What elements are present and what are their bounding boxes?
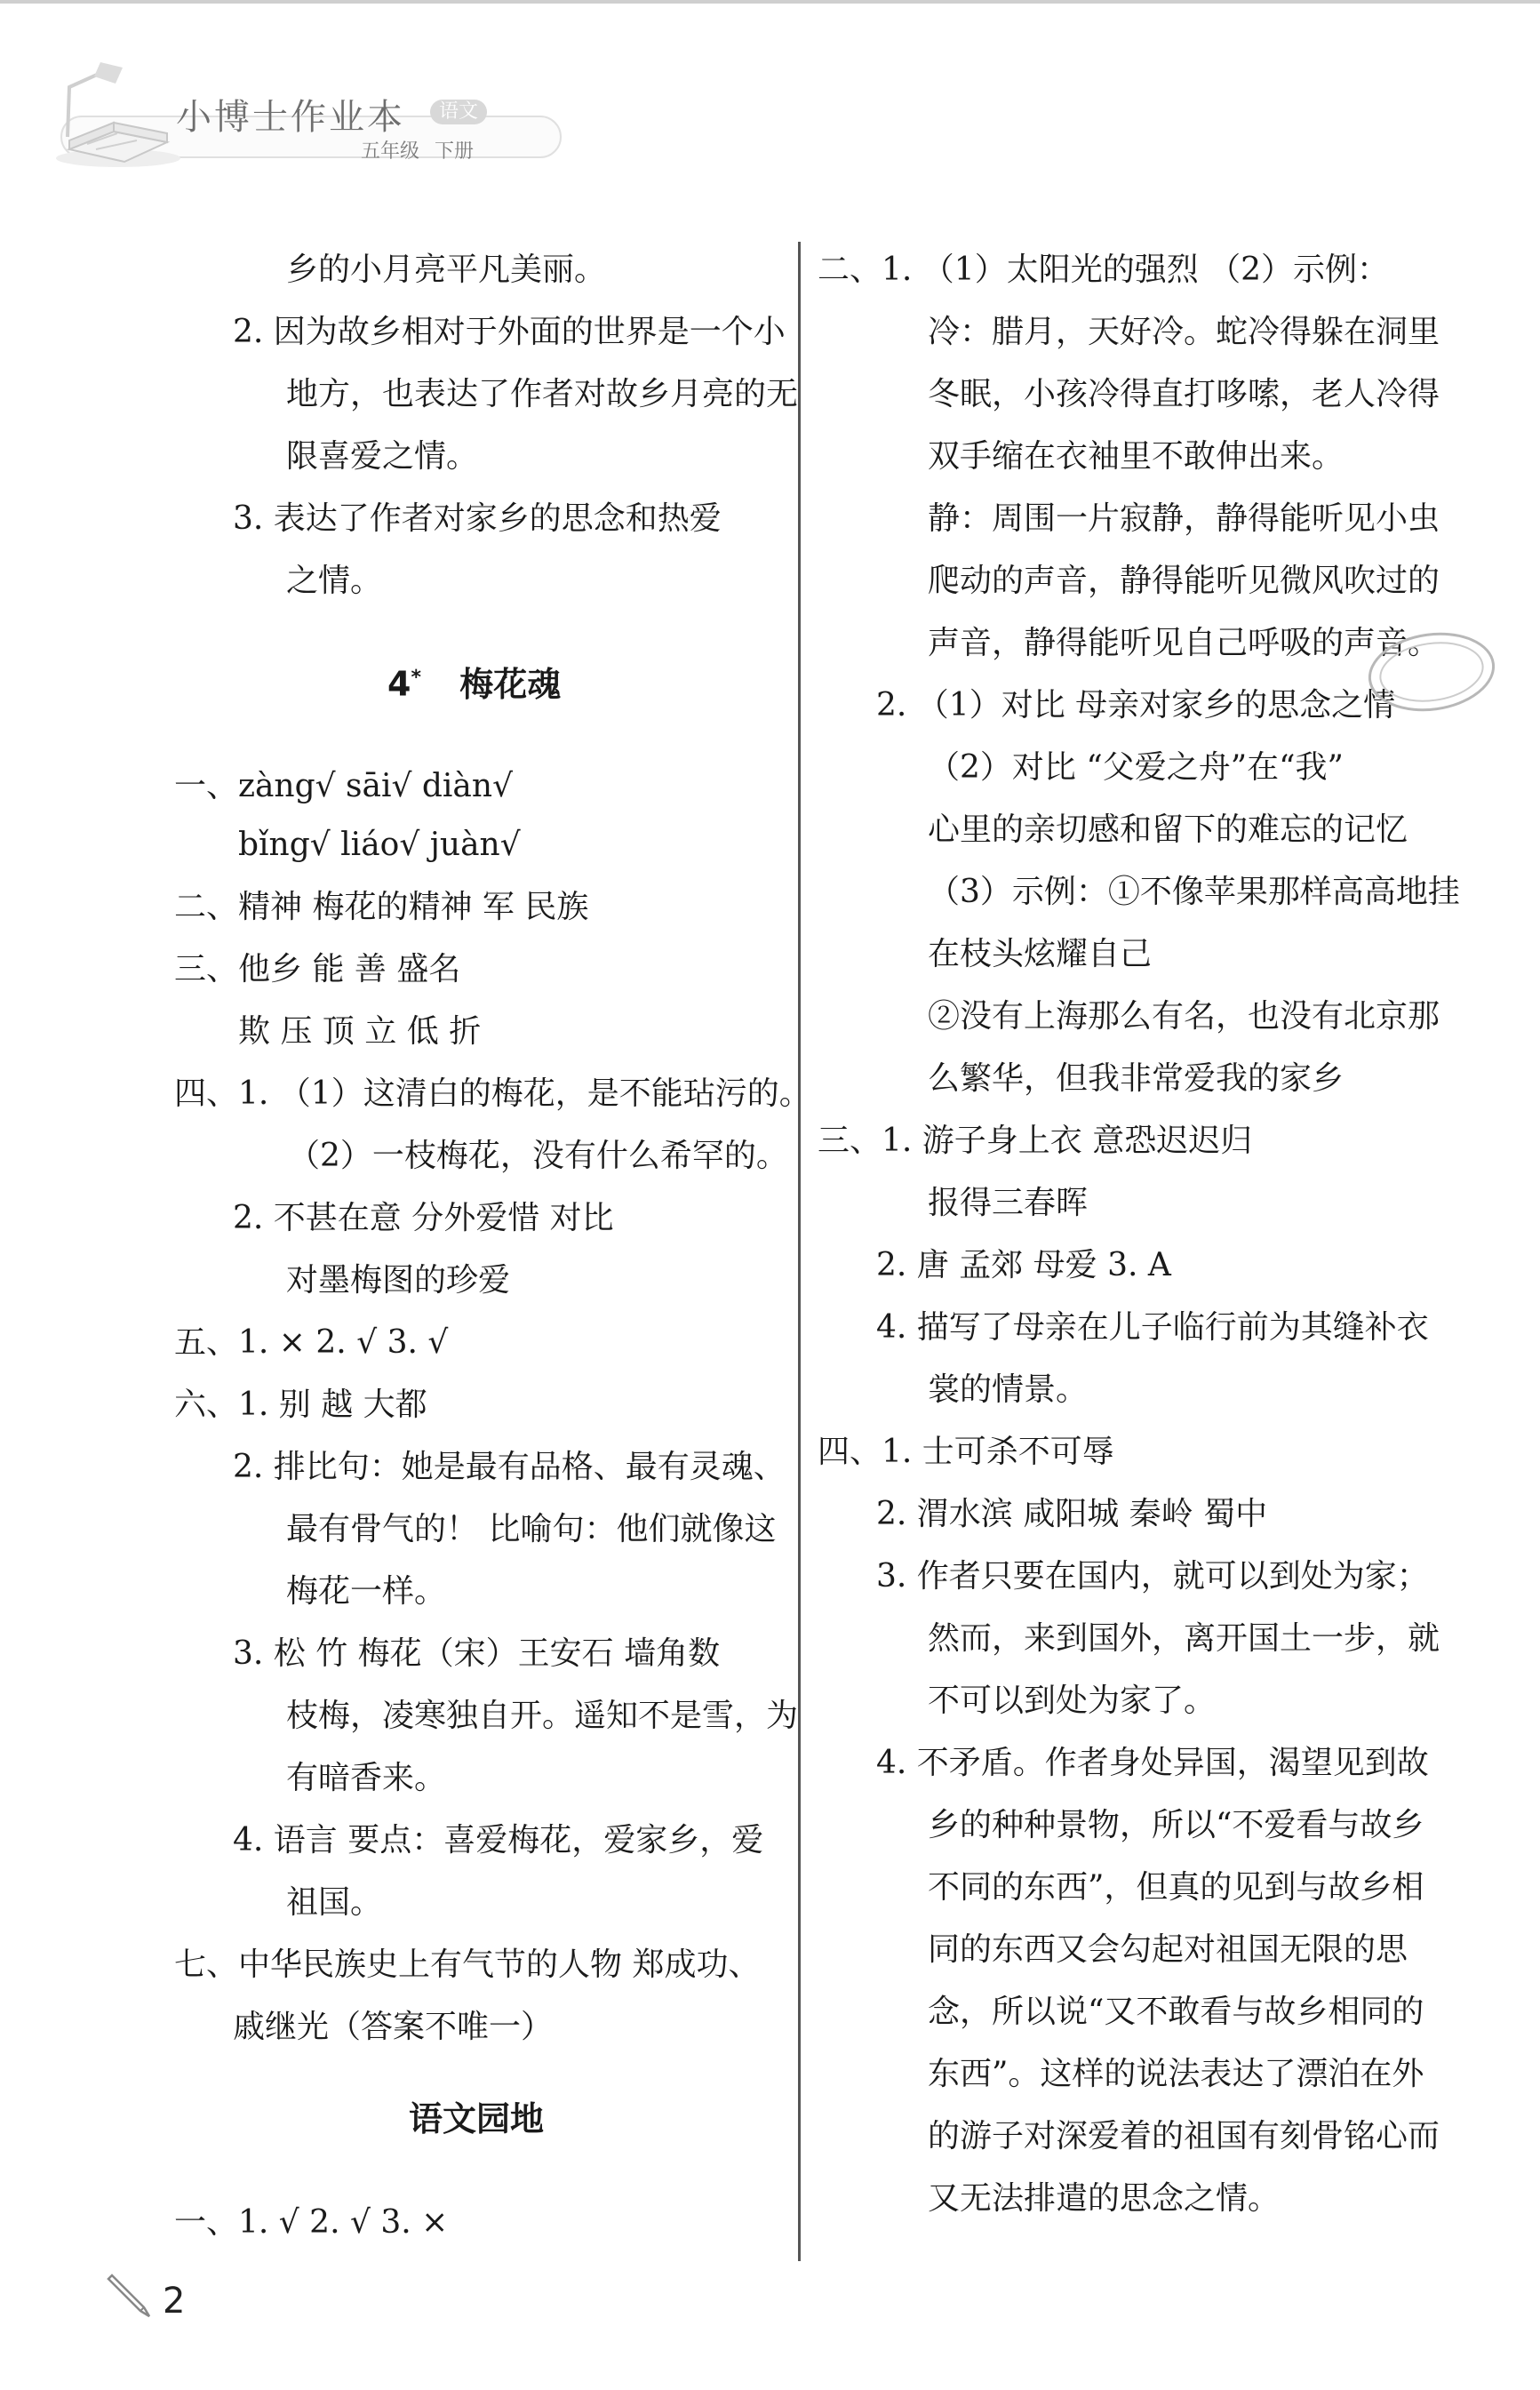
answer-line: 4. 不矛盾。作者身处异国，渴望见到故: [876, 1745, 1429, 1781]
answer-line: 静：周围一片寂静，静得能听见小虫: [928, 500, 1440, 537]
answer-line: 三、1. 游子身上衣 意恐迟迟归: [818, 1123, 1253, 1159]
section-heading-garden: 语文园地: [409, 2099, 545, 2138]
answer-line: ②没有上海那么有名，也没有北京那: [928, 998, 1440, 1035]
answer-line: 有暗香来。: [286, 1760, 447, 1796]
answer-line: 乡的小月亮平凡美丽。: [286, 252, 607, 288]
answer-line: 裳的情景。: [928, 1371, 1089, 1408]
pencil-icon: [105, 2268, 158, 2322]
book-header: [52, 52, 558, 176]
column-divider: [798, 242, 801, 2261]
answer-line: 冷：腊月，天好冷。蛇冷得躲在洞里: [928, 314, 1440, 350]
answer-line: 2. 排比句：她是最有品格、最有灵魂、: [233, 1449, 786, 1485]
stamp-seal-icon: [1365, 627, 1498, 716]
answer-line: 戚继光（答案不唯一）: [233, 2009, 554, 2045]
section-heading-4: [387, 654, 561, 708]
answer-line: 2. 不甚在意 分外爱惜 对比: [233, 1200, 614, 1236]
answer-line: 不可以到处为家了。: [928, 1683, 1217, 1719]
answer-line: （3）示例：①不像苹果那样高高地挂: [928, 874, 1460, 910]
answer-line: 2. 唐 孟郊 母爱 3. A: [876, 1247, 1171, 1283]
answer-line: bǐng√ liáo√ juàn√: [238, 827, 521, 863]
page-number: 2: [163, 2281, 186, 2322]
answer-line: 五、1. × 2. √ 3. √: [174, 1324, 449, 1361]
answer-line: 4. 描写了母亲在儿子临行前为其缝补衣: [876, 1309, 1429, 1346]
answer-line: 梅花一样。: [286, 1573, 447, 1610]
answer-line: 祖国。: [286, 1884, 383, 1921]
answer-line: 对墨梅图的珍爱: [286, 1262, 511, 1299]
answer-line: 爬动的声音，静得能听见微风吹过的: [928, 563, 1440, 599]
answer-line: 3. 作者只要在国内，就可以到处为家；: [876, 1558, 1429, 1595]
answer-line: 三、他乡 能 善 盛名: [174, 951, 461, 987]
top-edge-line: [0, 0, 1540, 4]
answer-line: 3. 松 竹 梅花（宋）王安石 墙角数: [233, 1635, 721, 1672]
answer-line: 3. 表达了作者对家乡的思念和热爱: [233, 500, 722, 537]
answer-line: 一、1. √ 2. √ 3. ×: [174, 2204, 449, 2241]
answer-line: 限喜爱之情。: [286, 438, 479, 475]
answer-line: 欺 压 顶 立 低 折: [238, 1013, 482, 1050]
answer-line: 四、1. 士可杀不可辱: [818, 1434, 1114, 1470]
answer-line: 之情。: [286, 563, 383, 599]
section-number: 4: [387, 664, 411, 704]
answer-line: （2）对比 “父爱之舟”在“我”: [928, 749, 1344, 786]
answer-line: 最有骨气的！ 比喻句：他们就像这: [286, 1511, 777, 1547]
answer-line: 念，所以说“又不敢看与故乡相同的: [928, 1994, 1424, 2030]
answer-line: 二、精神 梅花的精神 军 民族: [174, 889, 589, 925]
answer-line: 声音，静得能听见自己呼吸的声音。: [928, 625, 1440, 661]
section-optional-mark: *: [411, 667, 421, 689]
answer-line: 然而，来到国外，离开国土一步，就: [928, 1620, 1440, 1657]
answer-line: 六、1. 别 越 大都: [174, 1387, 427, 1423]
grade-label: 五年级 下册: [361, 140, 474, 163]
answer-line: 4. 语言 要点：喜爱梅花，爱家乡，爱: [233, 1822, 764, 1858]
brand-title: 小博士作业本: [176, 97, 405, 138]
answer-line: 2. 渭水滨 咸阳城 秦岭 蜀中: [876, 1496, 1268, 1532]
answer-line: 么繁华，但我非常爱我的家乡: [928, 1060, 1345, 1097]
answer-line: 同的东西又会勾起对祖国无限的思: [928, 1931, 1408, 1968]
section-title: 梅花魂: [459, 664, 562, 704]
answer-line: 枝梅，凌寒独自开。遥知不是雪，为: [286, 1698, 799, 1734]
answer-line: 双手缩在衣袖里不敢伸出来。: [928, 438, 1345, 475]
answer-line: 报得三春晖: [928, 1185, 1089, 1221]
answer-line: 2. （1）对比 母亲对家乡的思念之情: [876, 687, 1396, 723]
answer-line: 不同的东西”，但真的见到与故乡相: [928, 1869, 1424, 1906]
answer-line: 又无法排遣的思念之情。: [928, 2180, 1281, 2217]
answer-line: 2. 因为故乡相对于外面的世界是一个小: [233, 314, 786, 350]
answer-line: 地方，也表达了作者对故乡月亮的无: [286, 376, 799, 412]
answer-line: 心里的亲切感和留下的难忘的记忆: [928, 811, 1408, 848]
answer-line: 一、zàng√ sāi√ diàn√: [174, 768, 514, 804]
book-lamp-icon: [52, 52, 185, 176]
answer-line: 四、1. （1）这清白的梅花，是不能玷污的。: [174, 1075, 811, 1112]
answer-line: 冬眠，小孩冷得直打哆嗦，老人冷得: [928, 376, 1440, 412]
answer-line: 二、1. （1）太阳光的强烈 （2）示例：: [818, 252, 1390, 288]
subject-badge: 语文: [430, 100, 487, 124]
answer-line: 七、中华民族史上有气节的人物 郑成功、: [174, 1946, 761, 1983]
answer-line: 的游子对深爱着的祖国有刻骨铭心而: [928, 2118, 1440, 2154]
answer-line: 东西”。这样的说法表达了漂泊在外: [928, 2056, 1424, 2092]
answer-line: 在枝头炫耀自己: [928, 936, 1153, 972]
answer-line: （2）一枝梅花，没有什么希罕的。: [288, 1138, 788, 1174]
answer-line: 乡的种种景物，所以“不爱看与故乡: [928, 1807, 1424, 1843]
